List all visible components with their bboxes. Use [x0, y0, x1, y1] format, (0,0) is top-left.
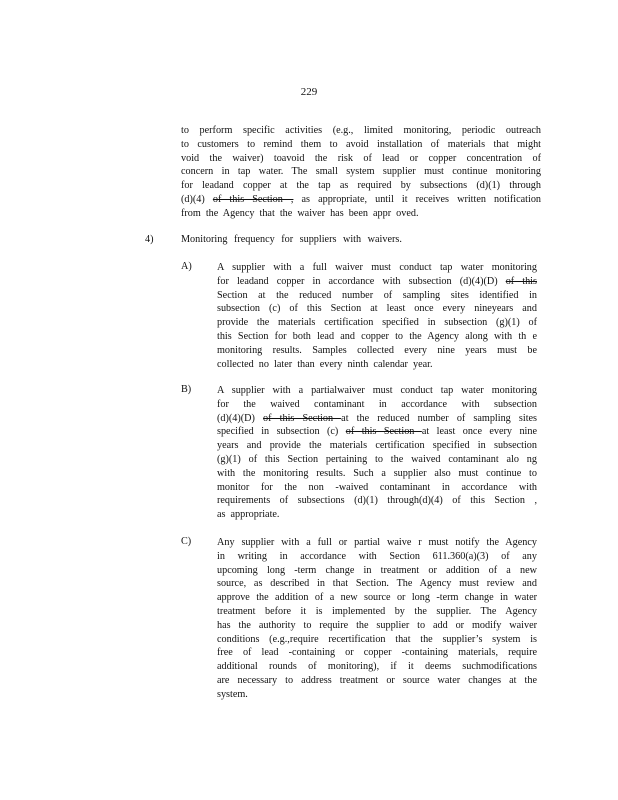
text-segment: provide the materials certification specified in subsection (g)(1) of	[217, 317, 537, 329]
text-segment: A supplier with a full waiver must conduct tap water monitoring	[217, 262, 537, 273]
text-line	[217, 439, 537, 453]
text-segment: from the Agency that the waiver has been appr oved.	[181, 207, 419, 219]
text-segment: at the reduced number of sampling sites	[341, 412, 538, 424]
text-segment: void the waiver) toavoid the risk of lead or copper concentration of	[181, 152, 541, 164]
text-line	[217, 330, 537, 344]
text-segment: Any supplier with a full or partial waive r must notify the Agency	[217, 537, 537, 548]
text-line	[217, 674, 537, 688]
struck-text: of this	[505, 275, 537, 287]
text-line	[181, 124, 541, 138]
text-line	[217, 358, 537, 372]
text-line	[217, 261, 537, 275]
text-line	[217, 425, 537, 439]
text-line	[181, 179, 541, 193]
text-segment: system.	[217, 688, 248, 700]
text-segment: upcoming long -term change in treatment or addition of a new	[217, 564, 537, 576]
text-line	[217, 591, 537, 605]
text-line	[217, 481, 537, 495]
text-segment: at least once every nine	[421, 426, 538, 438]
text-line	[217, 646, 537, 660]
text-segment: for leadand copper at the tap as required by subsections (d)(1) through	[181, 180, 541, 192]
text-line	[181, 193, 541, 207]
item-label-c: C)	[181, 536, 192, 547]
text-segment: Section at the reduced number of sampling sites identified in	[217, 289, 537, 301]
text-segment: source, as described in that Section. The Agency must review and	[217, 578, 537, 590]
text-segment: this Section for both lead and copper to the Agency along with th e	[217, 330, 537, 342]
text-segment: subsection (c) of this Section at least once every nineyears and	[217, 303, 537, 315]
text-segment: free of lead -containing or copper -containing materials, require	[217, 647, 537, 659]
section-heading: Monitoring frequency for suppliers with waivers.	[181, 234, 402, 245]
item-body-a	[217, 261, 537, 371]
item-label-b: B)	[181, 384, 192, 395]
text-line	[217, 467, 537, 481]
item-body-b	[217, 384, 537, 522]
text-line	[181, 138, 541, 152]
text-line	[217, 384, 537, 398]
text-segment: A supplier with a partialwaiver must conduct tap water monitoring	[217, 385, 537, 396]
text-segment: concern in tap water. The small system supplier must continue monitoring	[181, 166, 541, 178]
struck-text: of this Section	[263, 412, 342, 424]
text-line	[217, 688, 537, 702]
text-segment: for leadand copper in accordance with subsection (d)(4)(D)	[217, 275, 506, 287]
text-segment: are necessary to address treatment or source water changes at the	[217, 674, 537, 686]
text-segment: for the waived contaminant in accordance with subsection	[217, 398, 537, 410]
text-line	[217, 453, 537, 467]
text-segment: conditions (e.g.,require recertification that the supplier’s system is	[217, 633, 537, 645]
text-segment: monitoring results. Samples collected every nine years must be	[217, 344, 537, 356]
text-segment: to customers to remind them to avoid installation of materials that might	[181, 138, 541, 150]
text-segment: requirements of subsections (d)(1) through(d)(4) of this Section ,	[217, 495, 537, 507]
struck-text: of this Section	[345, 426, 422, 438]
text-line	[217, 605, 537, 619]
text-line	[217, 398, 537, 412]
text-line	[217, 550, 537, 564]
text-line	[217, 564, 537, 578]
text-line	[217, 302, 537, 316]
text-line	[181, 165, 541, 179]
text-segment: as appropriate.	[217, 509, 280, 521]
text-segment: approve the addition of a new source or long -term change in water	[217, 592, 537, 604]
section-marker: 4)	[145, 234, 154, 245]
text-line	[217, 660, 537, 674]
text-segment: with the monitoring results. Such a supplier also must continue to	[217, 467, 537, 479]
text-segment: (g)(1) of this Section pertaining to the waived contaminant alo ng	[217, 453, 537, 465]
text-segment: has the authority to require the supplier to add or modify waiver	[217, 619, 537, 631]
text-segment: monitor for the non -waived contaminant in accordance with	[217, 481, 537, 493]
text-line	[217, 508, 537, 522]
struck-text: of this Section ,	[212, 193, 294, 205]
page-number: 229	[300, 86, 318, 98]
text-segment: years and provide the materials certification specified in subsection	[217, 440, 537, 452]
text-segment: specified in subsection (c)	[217, 426, 346, 438]
item-body-c	[217, 536, 537, 702]
text-segment: (d)(4)(D)	[217, 412, 264, 424]
text-line	[217, 577, 537, 591]
text-segment: treatment before it is implemented by the supplier. The Agency	[217, 605, 537, 617]
text-line	[217, 619, 537, 633]
text-segment: in writing in accordance with Section 611.360(a)(3) of any	[217, 550, 537, 562]
text-line	[217, 289, 537, 303]
text-segment: (d)(4)	[181, 193, 213, 205]
text-line	[217, 412, 537, 426]
text-line	[217, 494, 537, 508]
text-line	[217, 275, 537, 289]
text-line	[181, 152, 541, 166]
text-segment: additional rounds of monitoring), if it deems suchmodifications	[217, 661, 537, 673]
text-line	[217, 316, 537, 330]
text-line	[217, 633, 537, 647]
intro-paragraph	[181, 124, 541, 221]
text-line	[181, 207, 541, 221]
text-segment: collected no later than every ninth calendar year.	[217, 358, 433, 370]
text-segment: to perform specific activities (e.g., limited monitoring, periodic outreach	[181, 125, 541, 136]
text-line	[217, 536, 537, 550]
item-label-a: A)	[181, 261, 192, 272]
text-segment: as appropriate, until it receives written notification	[293, 193, 541, 205]
text-line	[217, 344, 537, 358]
